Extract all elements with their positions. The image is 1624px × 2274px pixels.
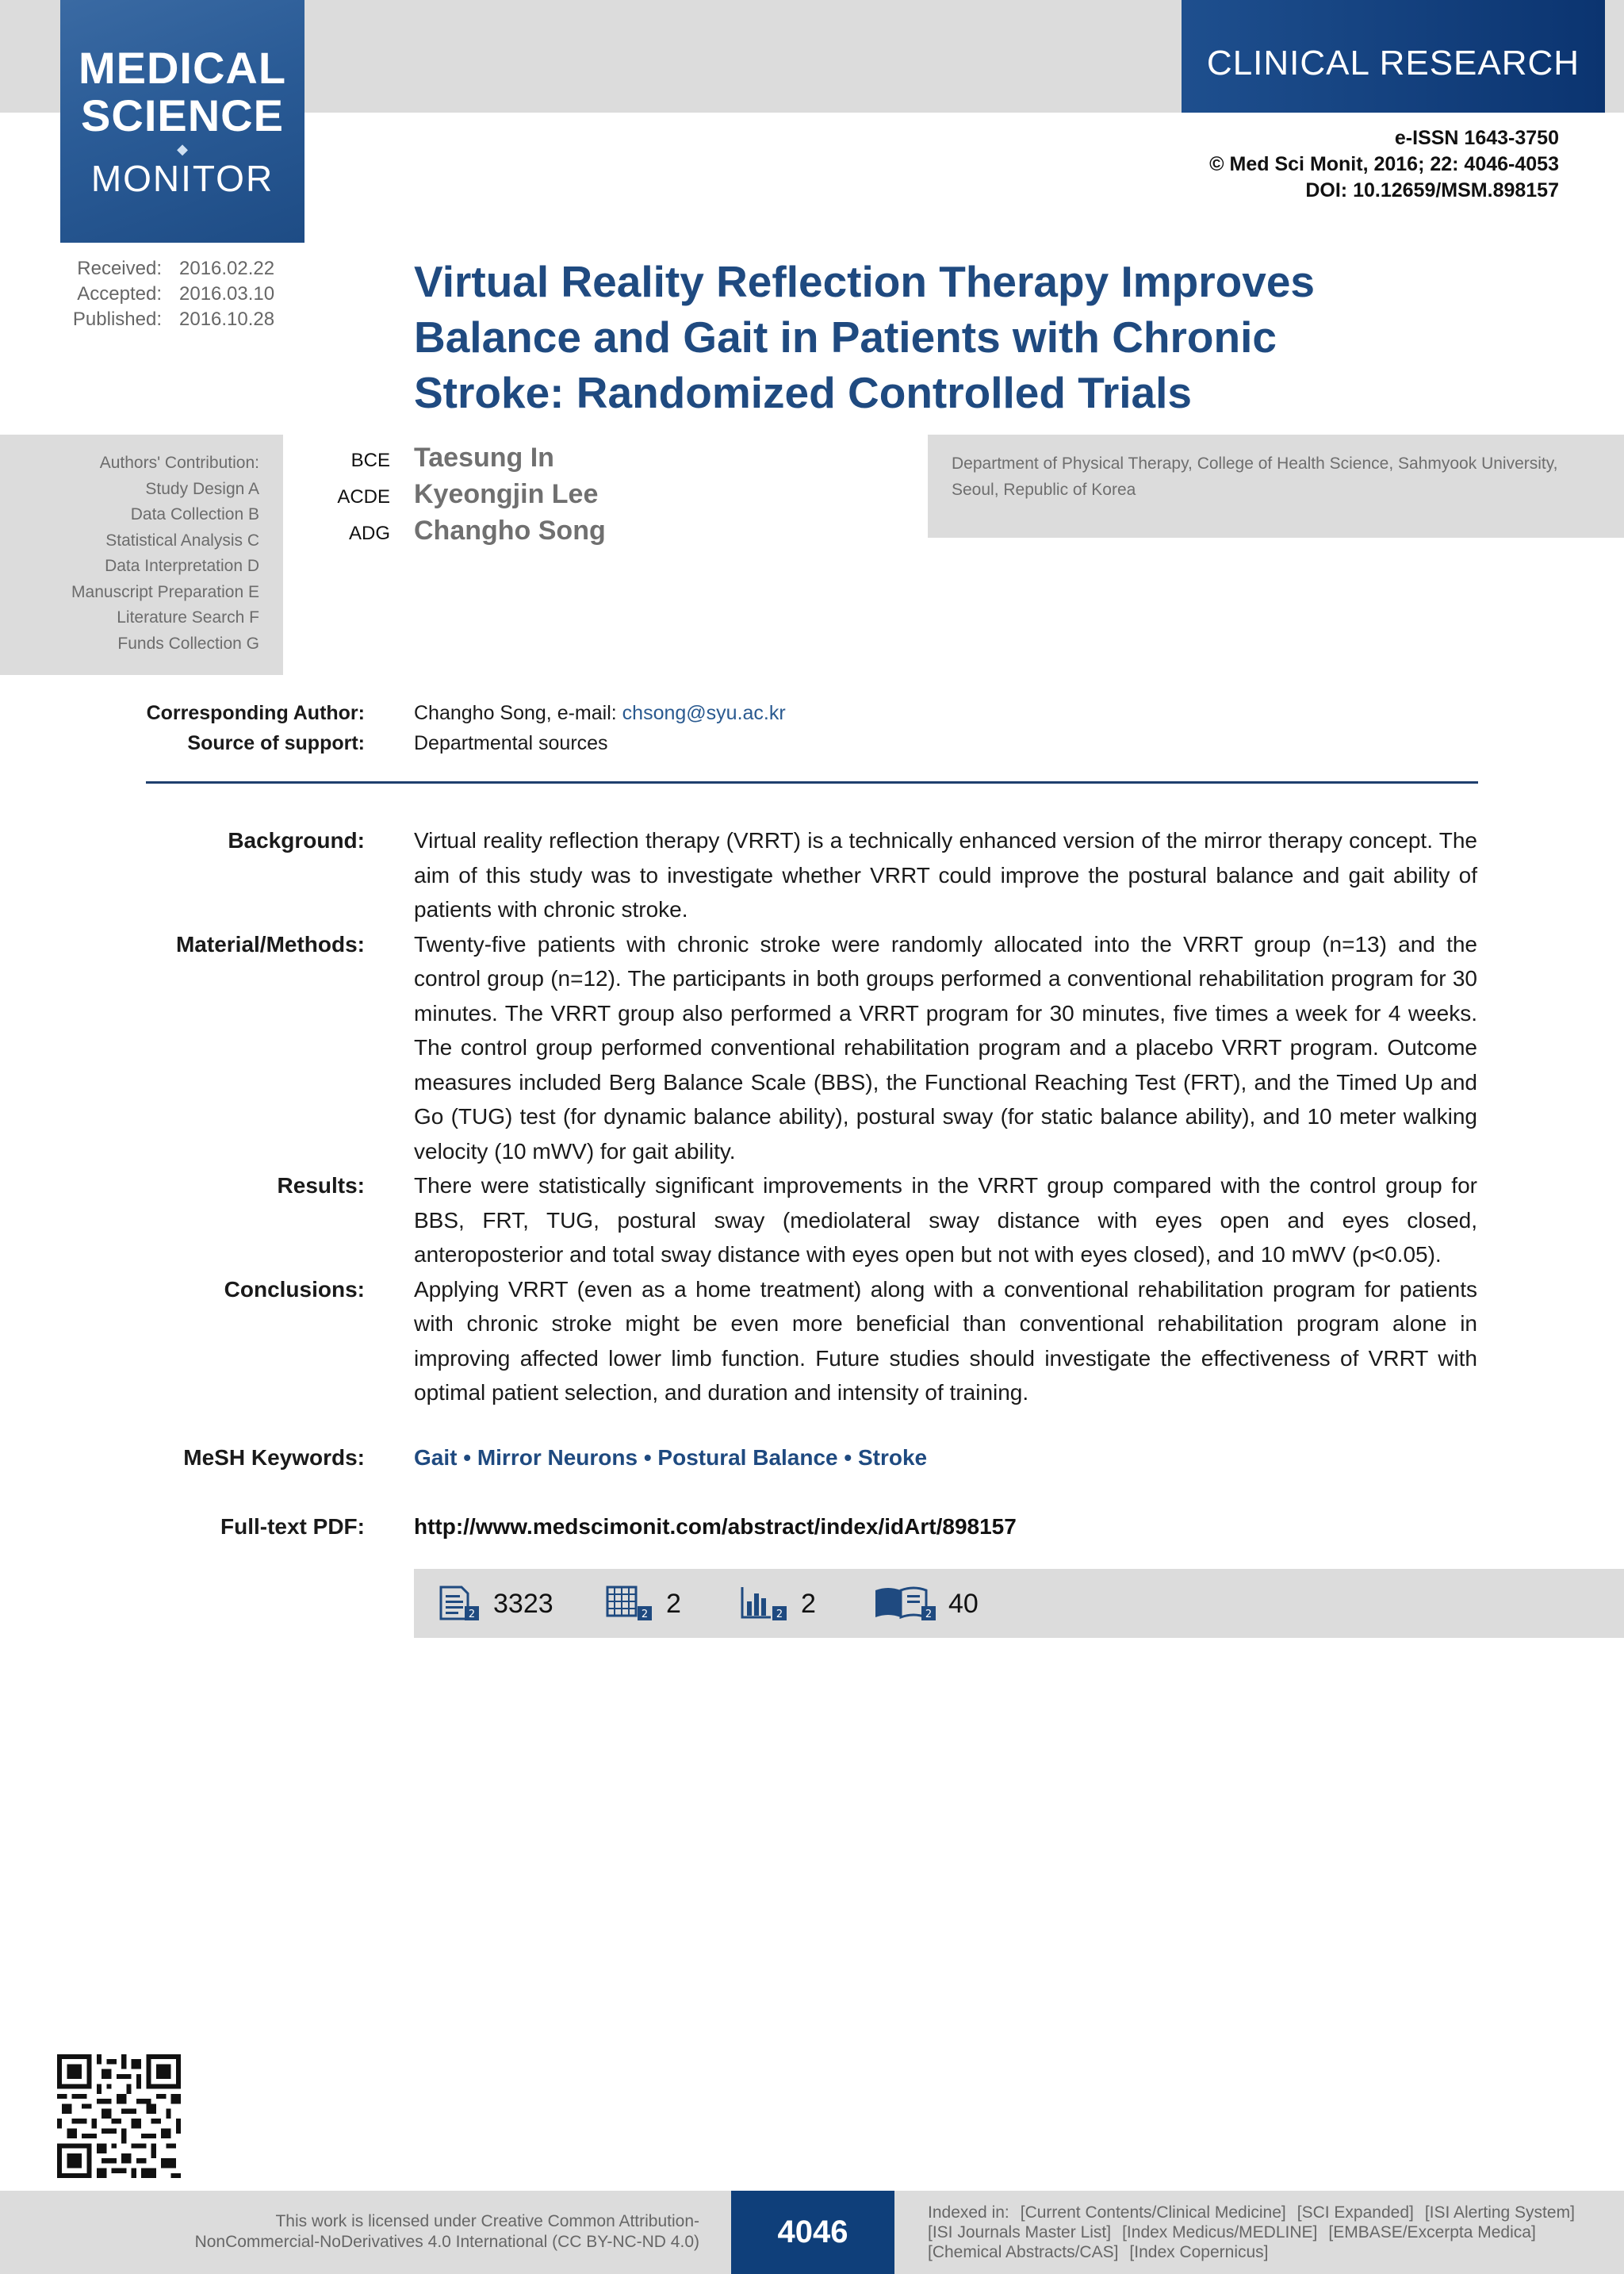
index-item: [Chemical Abstracts/CAS] [928,2243,1119,2261]
author-contribution-code: ADG [348,523,390,544]
citation: © Med Sci Monit, 2016; 22: 4046-4053 [1209,153,1559,175]
word-count-value: 3323 [493,1588,553,1619]
stat-figures [739,1583,816,1624]
index-item: [EMBASE/Excerpta Medica] [1328,2223,1536,2241]
index-item: [ISI Alerting System] [1424,2203,1575,2222]
source-of-support-label: Source of support: [187,732,365,754]
index-item: [SCI Expanded] [1297,2203,1414,2222]
stat-references [872,1583,979,1624]
abstract-section [0,1168,1624,1272]
logo-word-medical: MEDICAL [78,43,287,93]
abstract-section [0,823,1624,927]
index-item: [Current Contents/Clinical Medicine] [1020,2203,1286,2222]
logo-word-monitor: MONITOR [90,158,274,199]
fulltext-link[interactable]: http://www.medscimonit.com/abstract/index/idArt/898157 [414,1514,1017,1539]
correspondence-block [0,698,1624,758]
tables-value: 2 [666,1588,681,1619]
date-label: Accepted: [77,283,162,305]
keywords-label: MeSH Keywords: [183,1445,365,1470]
abstract-section-text: Applying VRRT (even as a home treatment) along with a conventional rehabilitation program for patients with chronic stroke might be even more beneficial than conventional rehabilitation program alone in improving affected lower limb function. Future studies should investigate the effectiveness of VRRT with optimal patient selection, and duration and intensity of training. [414,1276,1477,1405]
tables-icon [604,1584,655,1624]
license-line: NonCommercial-NoDerivatives 4.0 International (CC BY-NC-ND 4.0) [194,2233,699,2251]
page-number: 4046 [731,2191,894,2274]
contribution-item: Data Interpretation D [105,557,259,575]
logo-diamond-icon: ◆ [177,141,188,157]
author-contribution-code: BCE [350,450,390,471]
author-row [333,477,606,514]
keywords-row [0,1442,1624,1474]
index-item: [Index Copernicus] [1129,2243,1269,2261]
svg-text:2: 2 [925,1609,933,1620]
corresponding-author-value [414,698,786,728]
license-notice [144,2211,699,2253]
index-item: [Index Medicus/MEDLINE] [1122,2223,1318,2241]
date-row [48,256,274,282]
svg-text:2: 2 [641,1609,649,1620]
abstract [0,823,1624,1410]
article-dates [48,256,274,332]
date-row [48,282,274,307]
keywords-list[interactable]: Gait • Mirror Neurons • Postural Balance • Stroke [414,1445,928,1470]
corresponding-author-row [0,698,1624,728]
fulltext-row [0,1511,1624,1543]
svg-text:2: 2 [776,1609,783,1620]
references-icon [872,1584,937,1624]
contribution-item: Statistical Analysis C [105,531,259,550]
contribution-item: Manuscript Preparation E [71,582,259,601]
abstract-section-label: Conclusions: [224,1276,365,1302]
author-list [333,441,606,550]
author-row [333,514,606,550]
section-divider [146,781,1478,784]
email-link[interactable]: chsong@syu.ac.kr [622,702,786,724]
authors-contribution-box [0,435,283,675]
stat-tables [604,1583,681,1624]
author-name: Kyeongjin Lee [414,479,599,509]
date-row [48,307,274,332]
qr-code-icon[interactable] [57,2054,181,2178]
abstract-section [0,1272,1624,1410]
author-name: Changho Song [414,516,606,546]
abstract-section-text: Twenty-five patients with chronic stroke were randomly allocated into the VRRT group (n=13) and the control group (n=12). The participants in both groups performed a conventional rehabilitation program for 30 minutes. The VRRT group also performed a VRRT program for 30 minutes, five times a week for 4 weeks. The control group performed conventional rehabilitation program and a placebo VRRT program. Outcome measures included Berg Balance Scale (BBS), the Functional Reaching Test (FRT), and the Timed Up and Go (TUG) test (for dynamic balance ability), postural sway (for static balance ability), and 10 meter walking velocity (10 mWV) for gait ability. [414,931,1477,1164]
contribution-item: Study Design A [145,479,259,498]
source-of-support-value: Departmental sources [414,732,608,754]
source-of-support-row [0,728,1624,758]
index-item: [ISI Journals Master List] [928,2223,1112,2241]
contribution-item: Data Collection B [130,505,259,523]
word-count-icon [438,1584,482,1624]
svg-text:2: 2 [468,1609,476,1620]
corresponding-author-name: Changho Song, e-mail: [414,702,622,724]
citation-meta [1209,125,1559,204]
abstract-section [0,927,1624,1169]
corresponding-author-label: Corresponding Author: [146,702,365,724]
section-label: CLINICAL RESEARCH [1182,0,1605,113]
title-line: Virtual Reality Reflection Therapy Improves [414,257,1316,306]
date-value: 2016.10.28 [179,309,275,330]
figures-icon [739,1584,790,1624]
date-label: Received: [77,258,162,279]
contribution-item: Literature Search F [117,608,259,627]
abstract-section-label: Material/Methods: [175,931,365,957]
article-stats-bar [414,1569,1624,1638]
references-value: 40 [948,1588,979,1619]
doi: DOI: 10.12659/MSM.898157 [1305,179,1559,201]
abstract-section-label: Results: [277,1173,365,1198]
date-value: 2016.03.10 [179,283,275,305]
indexed-in [928,2203,1594,2262]
affiliation-text: Department of Physical Therapy, College of Health Science, Sahmyook University, Seoul, Republic of Korea [952,454,1558,499]
logo-word-science: SCIENCE [81,90,284,140]
abstract-section-text: Virtual reality reflection therapy (VRRT) is a technically enhanced version of the mirror therapy concept. The aim of this study was to investigate whether VRRT could improve the postural balance and gait ability of patients with chronic stroke. [414,828,1477,922]
date-label: Published: [72,309,162,330]
journal-logo [60,0,304,243]
affiliation-box [928,435,1624,538]
abstract-section-text: There were statistically significant improvements in the VRRT group compared with the control group for BBS, FRT, TUG, postural sway (mediolateral sway distance with eyes open and eyes closed, anteroposterior and total sway distance with eyes open but not with eyes closed), and 10 mWV (p<0.05). [414,1173,1477,1267]
title-line: Stroke: Randomized Controlled Trials [414,368,1192,417]
author-name: Taesung In [414,443,554,473]
stat-word-count [438,1583,553,1624]
author-row [333,441,606,477]
title-line: Balance and Gait in Patients with Chronic [414,313,1277,362]
fulltext-label: Full-text PDF: [220,1514,365,1539]
indexed-label: Indexed in: [928,2203,1009,2222]
figures-value: 2 [801,1588,816,1619]
article-title [414,254,1461,420]
contribution-item: Funds Collection G [117,634,259,653]
issn: e-ISSN 1643-3750 [1394,127,1559,149]
abstract-section-label: Background: [228,828,365,853]
author-contribution-code: ACDE [337,486,390,508]
date-value: 2016.02.22 [179,258,275,279]
contribution-heading: Authors' Contribution: [99,454,259,472]
license-line: This work is licensed under Creative Common Attribution- [275,2212,699,2230]
